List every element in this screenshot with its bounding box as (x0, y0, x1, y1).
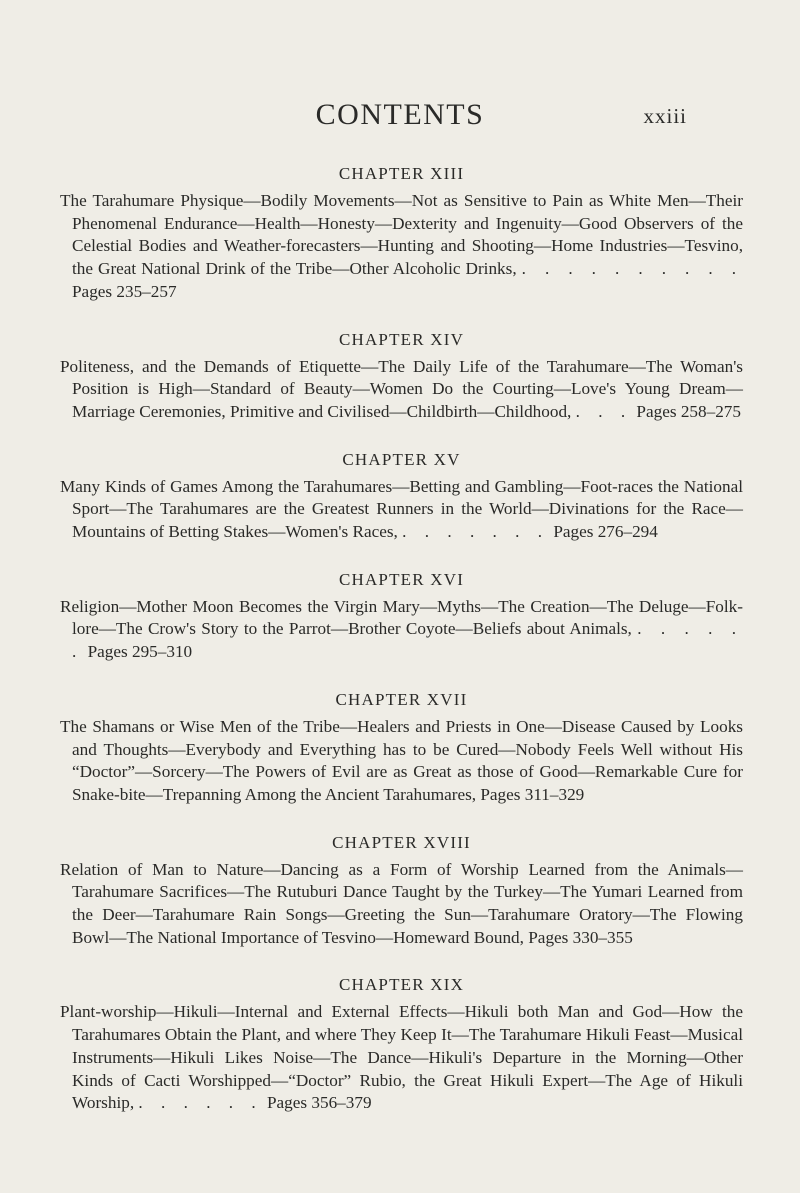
chapter-summary: Plant-worship—Hikuli—Internal and External Effects—Hikuli both Man and God—How the Tarahumares Obtain the Plant, and where They Keep It—The Tarahumare Hikuli Feast—Musical Instruments—Hikuli Likes Noise—The Dance—Hikuli's Departure in the Morning—Other Kinds of Cacti Worshipped—“Doctor” Rubio, the Great Hikuli Expert—The Age of Hikuli Worship, (60, 1002, 743, 1113)
contents-list (60, 162, 743, 1115)
chapter-summary-block (60, 190, 743, 304)
chapter-summary-block (60, 356, 743, 424)
chapter-entry (60, 688, 743, 807)
chapter-summary-block (60, 596, 743, 664)
chapter-entry (60, 831, 743, 950)
chapter-heading: CHAPTER XVII (335, 689, 468, 709)
chapter-pages: Pages 311–329 (480, 784, 585, 804)
chapter-heading: CHAPTER XVI (338, 569, 465, 589)
chapter-heading: CHAPTER XIII (338, 164, 465, 183)
chapter-summary: Religion—Mother Moon Becomes the Virgin Mary—Myths—The Creation—The Deluge—Folk-lore—The Crow's Story to the Parrot—Brother Coyote—Beliefs about Animals, (60, 596, 743, 639)
chapter-entry (60, 448, 743, 544)
chapter-heading: CHAPTER XIX (338, 975, 465, 995)
chapter-summary: The Tarahumare Physique—Bodily Movements—Not as Sensitive to Pain as White Men—Their Phenomenal Endurance—Health—Honesty—Dexterity and Ingenuity—Good Observers of the Celestial Bodies and Weather-forecasters—Hunting and Shooting—Home Industries—Tesvino, the Great National Drink of the Tribe—Other Alcoholic Drinks, (60, 191, 743, 279)
chapter-pages: Pages 276–294 (553, 522, 658, 542)
chapter-heading: CHAPTER XV (342, 449, 461, 469)
chapter-pages: Pages 258–275 (636, 401, 741, 421)
dot-leader: . . . . . . . (402, 522, 550, 542)
chapter-summary-block (60, 859, 743, 950)
chapter-heading: CHAPTER XVIII (332, 832, 471, 852)
dot-leader: . . . . . . . . . . (521, 259, 744, 279)
chapter-entry (60, 328, 743, 424)
chapter-summary: Politeness, and the Demands of Etiquette—The Daily Life of the Tarahumare—The Woman's Position is High—Standard of Beauty—Women Do the Courting—Love's Young Dream—Marriage Ceremonies, Primitive and Civilised—Childbirth—Childhood, (60, 356, 743, 421)
chapter-pages: Pages 295–310 (87, 642, 193, 662)
dot-leader: . . . (575, 401, 633, 421)
chapter-pages: Pages 235–257 (72, 281, 177, 301)
chapter-summary: Many Kinds of Games Among the Tarahumares—Betting and Gambling—Foot-races the National Sport—The Tarahumares are the Greatest Runners in the World—Divinations for the Race—Mountains of Betting Stakes—Women's Races, (60, 476, 743, 542)
running-title: CONTENTS (315, 98, 485, 131)
chapter-summary: The Shamans or Wise Men of the Tribe—Healers and Priests in One—Disease Caused by Looks and Thoughts—Everybody and Everything has to be Cured—Nobody Feels Well without His “Doctor”—Sorcery—The Powers of Evil are as Great as those of Good—Remarkable Cure for Snake-bite—Trepanning Among the Ancient Tarahumares, (60, 716, 743, 804)
chapter-summary-block (60, 716, 743, 807)
chapter-entry (60, 162, 743, 304)
chapter-entry (60, 973, 743, 1115)
chapter-summary-block (60, 476, 743, 544)
running-head (0, 98, 800, 138)
chapter-pages: Pages 356–379 (266, 1093, 372, 1113)
chapter-summary-block (60, 1001, 743, 1115)
page-number: xxiii (643, 104, 687, 128)
dot-leader: . . . . . . (138, 1093, 263, 1113)
chapter-summary: Relation of Man to Nature—Dancing as a Form of Worship Learned from the Animals—Tarahumare Sacrifices—The Rutuburi Dance Taught by the Turkey—The Yumari Learned from the Deer—Tarahumare Rain Songs—Greeting the Sun—Tarahumare Oratory—The Flowing Bowl—The National Importance of Tesvino—Homeward Bound, (60, 859, 743, 947)
dot-leader: . . . . . . (72, 619, 744, 662)
chapter-heading: CHAPTER XIV (338, 329, 465, 349)
chapter-pages: Pages 330–355 (528, 927, 633, 947)
chapter-entry (60, 568, 743, 664)
